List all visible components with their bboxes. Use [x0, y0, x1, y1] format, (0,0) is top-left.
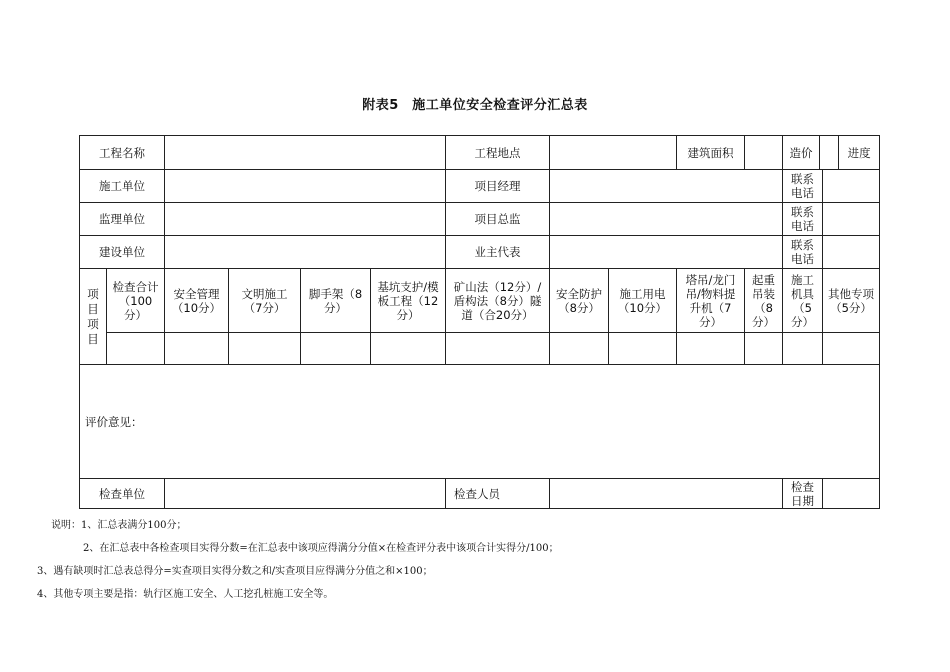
score-cell[interactable] — [609, 333, 677, 365]
project-name-label: 工程名称 — [80, 136, 165, 170]
owner-rep-value[interactable] — [550, 236, 783, 269]
score-item-header: 基坑支护/模板工程（12分） — [371, 269, 446, 333]
score-cell[interactable] — [446, 333, 550, 365]
score-cell[interactable] — [745, 333, 783, 365]
cost-value[interactable] — [819, 136, 838, 169]
score-cell[interactable] — [823, 333, 880, 365]
project-manager-label: 项目经理 — [446, 170, 550, 203]
phone-label: 联系电话 — [783, 170, 823, 203]
score-item-header: 塔吊/龙门吊/物料提升机（7分） — [677, 269, 745, 333]
score-item-header: 施工用电（10分） — [609, 269, 677, 333]
score-cell[interactable] — [301, 333, 371, 365]
page-title: 附表5 施工单位安全检查评分汇总表 — [362, 98, 588, 113]
score-item-header: 脚手架（8分） — [301, 269, 371, 333]
score-item-header: 安全管理（10分） — [165, 269, 229, 333]
inspector-value[interactable] — [550, 479, 783, 509]
table-row — [80, 170, 880, 203]
location-label: 工程地点 — [446, 136, 550, 170]
project-manager-value[interactable] — [550, 170, 783, 203]
area-label: 建筑面积 — [677, 136, 745, 170]
phone-label: 联系电话 — [783, 203, 823, 236]
phone-value[interactable] — [823, 236, 880, 269]
score-cell[interactable] — [229, 333, 301, 365]
owner-rep-label: 业主代表 — [446, 236, 550, 269]
build-unit-value[interactable] — [165, 236, 446, 269]
score-value-row — [80, 333, 880, 365]
score-cell[interactable] — [783, 333, 823, 365]
score-item-header: 起重吊装（8分） — [745, 269, 783, 333]
construction-unit-value[interactable] — [165, 170, 446, 203]
footer-row — [80, 479, 880, 509]
phone-value[interactable] — [823, 170, 880, 203]
phone-label: 联系电话 — [783, 236, 823, 269]
inspect-unit-label: 检查单位 — [80, 479, 165, 509]
table-row — [80, 136, 880, 170]
phone-value[interactable] — [823, 203, 880, 236]
progress-label: 进度 — [847, 145, 871, 160]
evaluation-row — [80, 365, 880, 479]
build-unit-label: 建设单位 — [80, 236, 165, 269]
score-cell[interactable] — [107, 333, 165, 365]
supervision-unit-value[interactable] — [165, 203, 446, 236]
supervision-unit-label: 监理单位 — [80, 203, 165, 236]
location-value[interactable] — [550, 136, 677, 170]
score-header-row — [80, 269, 880, 333]
note-2: 2、在汇总表中各检查项目实得分数=在汇总表中该项应得满分分值×在检查评分表中该项合计实得分/100； — [83, 543, 559, 554]
score-cell[interactable] — [550, 333, 609, 365]
chief-supervisor-value[interactable] — [550, 203, 783, 236]
item-row-label-text-2: 项目 — [87, 316, 99, 346]
note-3: 3、遇有缺项时汇总表总得分=实查项目实得分数之和/实查项目应得满分分值之和×100； — [37, 566, 433, 577]
item-row-label — [80, 269, 107, 365]
score-cell[interactable] — [165, 333, 229, 365]
score-item-header: 矿山法（12分）/盾构法（8分）隧道（合20分） — [446, 269, 550, 333]
inspect-date-label: 检查日期 — [783, 479, 823, 509]
area-value[interactable] — [745, 136, 783, 170]
score-cell[interactable] — [677, 333, 745, 365]
score-item-header: 安全防护（8分） — [550, 269, 609, 333]
cost-progress-cell — [783, 136, 879, 169]
inspect-date-value[interactable] — [823, 479, 880, 509]
note-4: 4、其他专项主要是指：轨行区施工安全、人工挖孔桩施工安全等。 — [37, 589, 334, 600]
project-name-value[interactable] — [165, 136, 446, 170]
table-row — [80, 203, 880, 236]
note-1: 说明：1、汇总表满分100分； — [51, 520, 187, 531]
item-row-label-text: 项目 — [87, 286, 99, 316]
score-item-header: 施工机具（5分） — [783, 269, 823, 333]
inspect-unit-value[interactable] — [165, 479, 446, 509]
evaluation-label: 评价意见： — [85, 414, 143, 429]
score-item-header: 检查合计（100分） — [107, 269, 165, 333]
score-cell[interactable] — [371, 333, 446, 365]
score-item-header: 文明施工（7分） — [229, 269, 301, 333]
evaluation-cell[interactable] — [80, 365, 880, 479]
table-row — [80, 236, 880, 269]
construction-unit-label: 施工单位 — [80, 170, 165, 203]
chief-supervisor-label: 项目总监 — [446, 203, 550, 236]
cost-label: 造价 — [783, 136, 819, 169]
score-item-header: 其他专项（5分） — [823, 269, 880, 333]
summary-table — [79, 135, 880, 509]
inspector-label: 检查人员 — [446, 479, 550, 509]
